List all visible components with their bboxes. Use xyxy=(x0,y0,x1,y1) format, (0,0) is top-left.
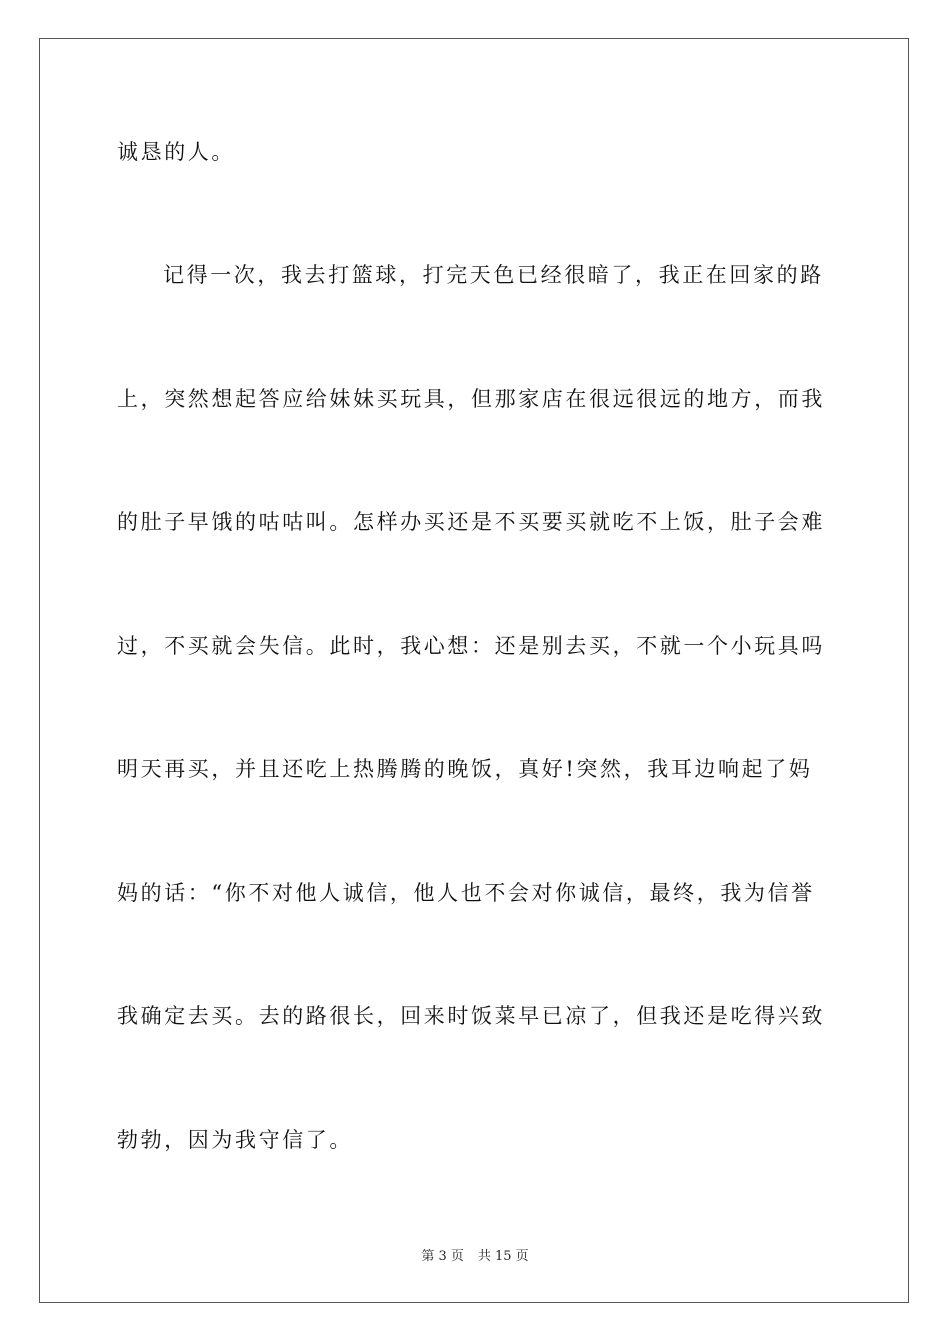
text-line-1: 诚恳的人。 xyxy=(117,140,235,164)
text-line-2: 记得一次，我去打篮球，打完天色已经很暗了，我正在回家的路 xyxy=(163,263,824,287)
text-line-6: 明天再买，并且还吃上热腾腾的晚饭，真好!突然，我耳边响起了妈 xyxy=(117,757,813,781)
page-number: 第 3 页 xyxy=(421,1249,464,1264)
page-footer xyxy=(0,1248,950,1266)
text-line-5: 过，不买就会失信。此时，我心想：还是别去买，不就一个小玩具吗 xyxy=(117,634,825,658)
text-line-9: 勃勃，因为我守信了。 xyxy=(117,1128,353,1152)
text-line-7: 妈的话：“你不对他人诚信，他人也不会对你诚信，最终，我为信誉 xyxy=(117,881,815,905)
text-line-3: 上，突然想起答应给妹妹买玩具，但那家店在很远很远的地方，而我 xyxy=(117,387,825,411)
page-border xyxy=(39,38,909,1303)
text-line-8: 我确定去买。去的路很长，回来时饭菜早已凉了，但我还是吃得兴致 xyxy=(117,1004,825,1028)
page-total: 共 15 页 xyxy=(477,1249,529,1264)
text-line-4: 的肚子早饿的咕咕叫。怎样办买还是不买要买就吃不上饭，肚子会难 xyxy=(117,510,825,534)
